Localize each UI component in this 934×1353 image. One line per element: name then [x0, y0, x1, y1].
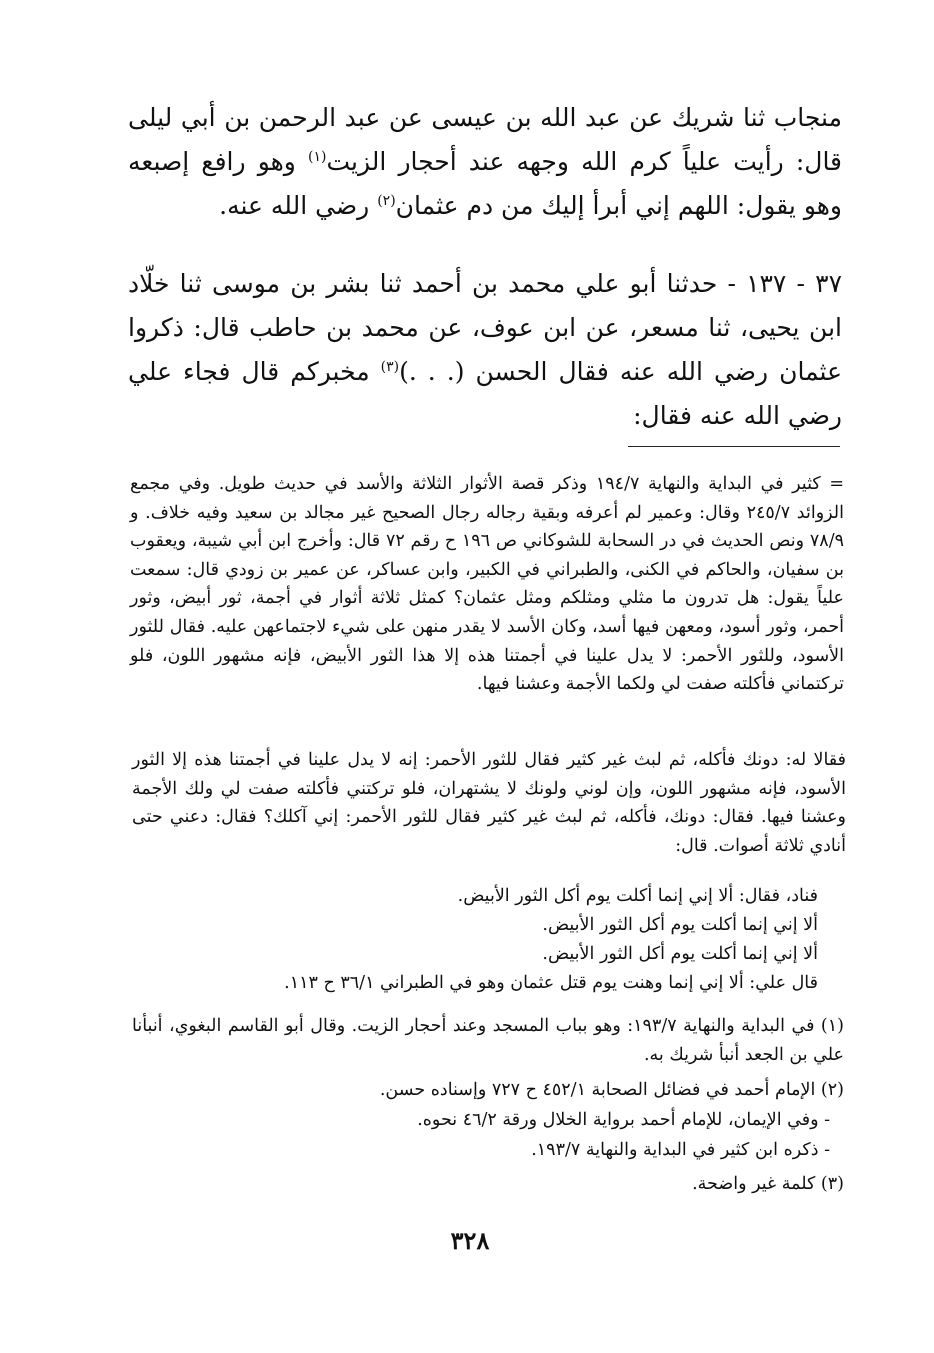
- main-paragraph-1-text-c: رضي الله عنه.: [219, 191, 378, 220]
- page-number: ٣٢٨: [450, 1226, 490, 1255]
- footnote-3: (٣) كلمة غير واضحة.: [692, 1174, 844, 1194]
- footnote-continuation-2: فقالا له: دونك فأكله، ثم لبث غير كثير فقال للثور الأحمر: إنه لا يدل علينا في أجمتنا هذه إلا الثور الأسود، فإنه مشهور اللون، وإن لوني ولونك لا يشتهران، فلو تركتني فأكلته صفت لي ولك الأجمة وعشنا فيها. فقال: دونك، فأكله، ثم لبث غير كثير فقال للثور الأحمر: إني آكلك؟ فقال: دعني حتى أنادي ثلاثة أصوات. قال:: [132, 750, 846, 856]
- main-paragraph-2: [128, 262, 842, 438]
- verse-line: قال علي: ألا إني إنما وهنت يوم قتل عثمان وهو في الطبراني ٣٦/١ ح ١١٣.: [284, 973, 818, 993]
- footnote-2-subline: - ذكره ابن كثير في البداية والنهاية ١٩٣/٧.: [531, 1140, 830, 1160]
- footnote-1: (١) في البداية والنهاية ١٩٣/٧: وهو بباب المسجد وعند أحجار الزيت. وقال أبو القاسم البغوي، أنبأنا علي بن الجعد أنبأ شريك به.: [132, 1016, 844, 1065]
- footnote-ref-1: (١): [308, 149, 327, 165]
- verse-line: فناد، فقال: ألا إني إنما أكلت يوم أكل الثور الأبيض.: [457, 886, 818, 906]
- footnote-ref-3: (٣): [380, 359, 400, 375]
- footnote-ref-2: (٢): [377, 193, 396, 209]
- verse-line: ألا إني إنما أكلت يوم أكل الثور الأبيض.: [542, 915, 818, 935]
- footnote-verse-block: [230, 882, 818, 998]
- footnote-2-subline: - وفي الإيمان، للإمام أحمد برواية الخلال ورقة ٤٦/٢ نحوه.: [417, 1110, 830, 1130]
- main-paragraph-1-text-a: منجاب ثنا شريك عن عبد الله بن عيسى عن عبد الرحمن بن أبي ليلى قال: رأيت علياً كرم الله وجهه عند أحجار الزيت: [128, 103, 843, 176]
- verse-line: ألا إني إنما أكلت يوم أكل الثور الأبيض.: [542, 944, 818, 964]
- footnote-separator: [628, 446, 840, 447]
- footnote-2: (٢) الإمام أحمد في فضائل الصحابة ٤٥٢/١ ح ٧٢٧ وإسناده حسن.: [379, 1080, 844, 1100]
- main-paragraph-2-text-a: ٣٧ - ١٣٧ - حدثنا أبو علي محمد بن أحمد ثنا بشر بن موسى ثنا خلّاد ابن يحيى، ثنا مسعر، عن ابن عوف، عن محمد بن حاطب قال: ذكروا عثمان رضي الله عنه فقال الحسن (. . .): [128, 269, 842, 386]
- main-paragraph-1-text-b: وهو رافع إصبعه وهو يقول: اللهم إني أبرأ إليك من دم عثمان: [128, 147, 842, 220]
- main-paragraph-2-text-b: مخبركم قال فجاء علي رضي الله عنه فقال:: [128, 357, 842, 430]
- footnote-continuation-1: = كثير في البداية والنهاية ١٩٤/٧ وذكر قصة الأثوار الثلاثة والأسد في حديث طويل. وفي مجمع الزوائد ٢٤٥/٧ وقال: وعمير لم أعرفه وبقية رجاله رجال الصحيح غير مجالد بن سعيد وفيه خلاف. و ٧٨/٩ ونص الحديث في در السحابة للشوكاني ص ١٩٦ ح رقم ٧٢ قال: وأخرج ابن أبي شيبة، ويعقوب بن سفيان، والحاكم في الكنى، والطبراني في الكبير، وابن عساكر، عن عمير بن زودي قال: سمعت علياً يقول: هل تدرون ما مثلي ومثلكم ومثل عثمان؟ كمثل ثلاثة أثوار في أجمة، ثور أبيض، وثور أحمر، وثور أسود، ومعهن فيها أسد، وكان الأسد لا يقدر منهن على شيء لاجتماعهن عليه. فقال للثور الأسود، وللثور الأحمر: لا يدل علينا في أجمتنا هذه إلا هذا الثور الأبيض، فإنه مشهور اللون، فلو تركتماني فأكلته صفت لي ولكما الأجمة وعشنا فيها.: [130, 474, 845, 695]
- main-paragraph-1: [128, 96, 842, 228]
